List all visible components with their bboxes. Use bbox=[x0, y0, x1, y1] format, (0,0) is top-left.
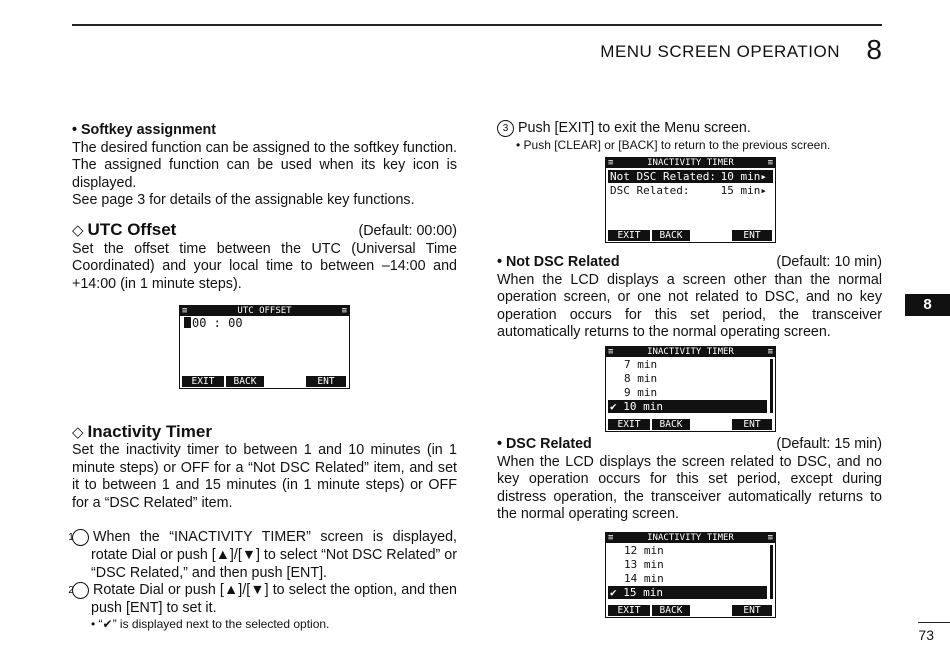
menu-icon: ≡ bbox=[767, 347, 773, 357]
scrollbar bbox=[770, 545, 773, 599]
utc-heading-row bbox=[72, 221, 457, 241]
lcd-row: 13 min bbox=[624, 558, 664, 571]
lcd-row: Not DSC Related: 10 min▸ bbox=[608, 170, 773, 183]
utc-offset-lcd bbox=[179, 305, 350, 389]
chapter-side-tab: 8 bbox=[905, 294, 950, 316]
menu-icon: ≡ bbox=[608, 533, 614, 543]
step-number-icon: 3 bbox=[497, 120, 514, 137]
softkey-title: • Softkey assignment bbox=[72, 122, 217, 138]
step-number-icon: 1 bbox=[72, 529, 89, 546]
not-dsc-default: (Default: 10 min) bbox=[776, 254, 882, 270]
softkey-ent: ENT bbox=[732, 419, 772, 430]
lcd-row: 12 min bbox=[624, 544, 664, 557]
softkey-back: BACK bbox=[652, 419, 690, 430]
softkey-ent: ENT bbox=[732, 605, 772, 616]
header-title: MENU SCREEN OPERATION bbox=[600, 42, 840, 61]
softkey-body: The desired function can be assigned to the softkey function. The assigned function can be used when its key icon is displayed. bbox=[72, 139, 457, 191]
step-2-note: • “✔” is displayed next to the selected option. bbox=[91, 617, 330, 632]
softkey-ent: ENT bbox=[306, 376, 346, 387]
footer-rule bbox=[918, 622, 950, 623]
not-dsc-body: When the LCD displays a screen other than the normal operation screen, or one not related to DSC, and no key operation occurs for this set period, the transceiver automatically returns to the normal operating screen. bbox=[497, 271, 882, 341]
menu-icon: ≡ bbox=[608, 158, 614, 168]
lcd-row: DSC Related: 15 min▸ bbox=[610, 184, 767, 197]
inactivity-timer-lcd bbox=[605, 157, 776, 243]
dsc-section bbox=[497, 436, 882, 524]
lcd-row-selected: ✔ 10 min bbox=[608, 400, 767, 413]
lcd-title-bar: ≡ INACTIVITY TIMER ≡ bbox=[608, 533, 773, 543]
softkey-back: BACK bbox=[652, 230, 690, 241]
chapter-number: 8 bbox=[866, 34, 882, 65]
softkey-exit: EXIT bbox=[608, 605, 650, 616]
menu-icon: ≡ bbox=[341, 306, 347, 316]
cursor-icon bbox=[184, 317, 191, 328]
lcd-row: 7 min bbox=[624, 358, 658, 371]
diamond-icon: ◇ bbox=[72, 221, 84, 239]
step-number-icon: 2 bbox=[72, 582, 89, 599]
lcd-title-bar: ≡ INACTIVITY TIMER ≡ bbox=[608, 347, 773, 357]
inactivity-body: Set the inactivity timer to between 1 and 10 minutes (in 1 minute steps) or OFF for a “Not DSC Related” item, and set it to between 1 and 15 minutes (in 1 minute steps) or OFF for a “DSC Related” item. bbox=[72, 441, 457, 511]
menu-icon: ≡ bbox=[767, 533, 773, 543]
not-dsc-heading-row bbox=[497, 254, 882, 272]
menu-icon: ≡ bbox=[608, 347, 614, 357]
softkey-back: BACK bbox=[226, 376, 264, 387]
dsc-lcd bbox=[605, 532, 776, 618]
softkey-back: BACK bbox=[652, 605, 690, 616]
step-3: 3 Push [EXIT] to exit the Menu screen. bbox=[497, 120, 882, 138]
lcd-title-bar: ≡ INACTIVITY TIMER ≡ bbox=[608, 158, 773, 168]
lcd-title-bar: ≡ UTC OFFSET ≡ bbox=[182, 306, 347, 316]
softkey-exit: EXIT bbox=[608, 230, 650, 241]
lcd-row: 9 min bbox=[624, 386, 658, 399]
menu-icon: ≡ bbox=[767, 158, 773, 168]
dsc-title: • DSC Related bbox=[497, 436, 592, 452]
utc-heading: ◇ UTC Offset bbox=[72, 219, 177, 239]
utc-value: 00 : 00 bbox=[182, 317, 347, 330]
menu-icon: ≡ bbox=[182, 306, 188, 316]
lcd-row: 8 min bbox=[624, 372, 658, 385]
lcd-row-selected: ✔ 15 min bbox=[608, 586, 767, 599]
softkey-see: See page 3 for details of the assignable key functions. bbox=[72, 192, 415, 209]
page-number: 73 bbox=[918, 627, 934, 643]
softkey-exit: EXIT bbox=[182, 376, 224, 387]
step-2: 2 Rotate Dial or push [▲]/[▼] to select the option, and then push [ENT] to set it. bbox=[68, 582, 457, 616]
not-dsc-lcd bbox=[605, 346, 776, 432]
not-dsc-title: • Not DSC Related bbox=[497, 254, 620, 270]
step-1: 1 When the “INACTIVITY TIMER” screen is displayed, rotate Dial or push [▲]/[▼] to select “Not DSC Related” or “DSC Related,” and then push [ENT]. bbox=[68, 529, 458, 581]
header-rule bbox=[72, 24, 882, 26]
utc-default: (Default: 00:00) bbox=[358, 222, 457, 239]
utc-body: Set the offset time between the UTC (Universal Time Coordinated) and your local time to between –14:00 and +14:00 (in 1 minute steps). bbox=[72, 240, 457, 292]
scrollbar bbox=[770, 359, 773, 413]
dsc-body: When the LCD displays the screen related to DSC, and no key operation occurs for this set period, except during distress operation, the transceiver automatically returns to the normal operating screen. bbox=[497, 453, 882, 523]
inactivity-heading: ◇ Inactivity Timer bbox=[72, 422, 212, 442]
lcd-row: 14 min bbox=[624, 572, 664, 585]
softkey-ent: ENT bbox=[732, 230, 772, 241]
not-dsc-section bbox=[497, 254, 882, 342]
dsc-heading-row bbox=[497, 436, 882, 454]
softkey-exit: EXIT bbox=[608, 419, 650, 430]
diamond-icon: ◇ bbox=[72, 424, 84, 442]
dsc-default: (Default: 15 min) bbox=[776, 436, 882, 452]
step-3-note: • Push [CLEAR] or [BACK] to return to the previous screen. bbox=[516, 138, 831, 152]
